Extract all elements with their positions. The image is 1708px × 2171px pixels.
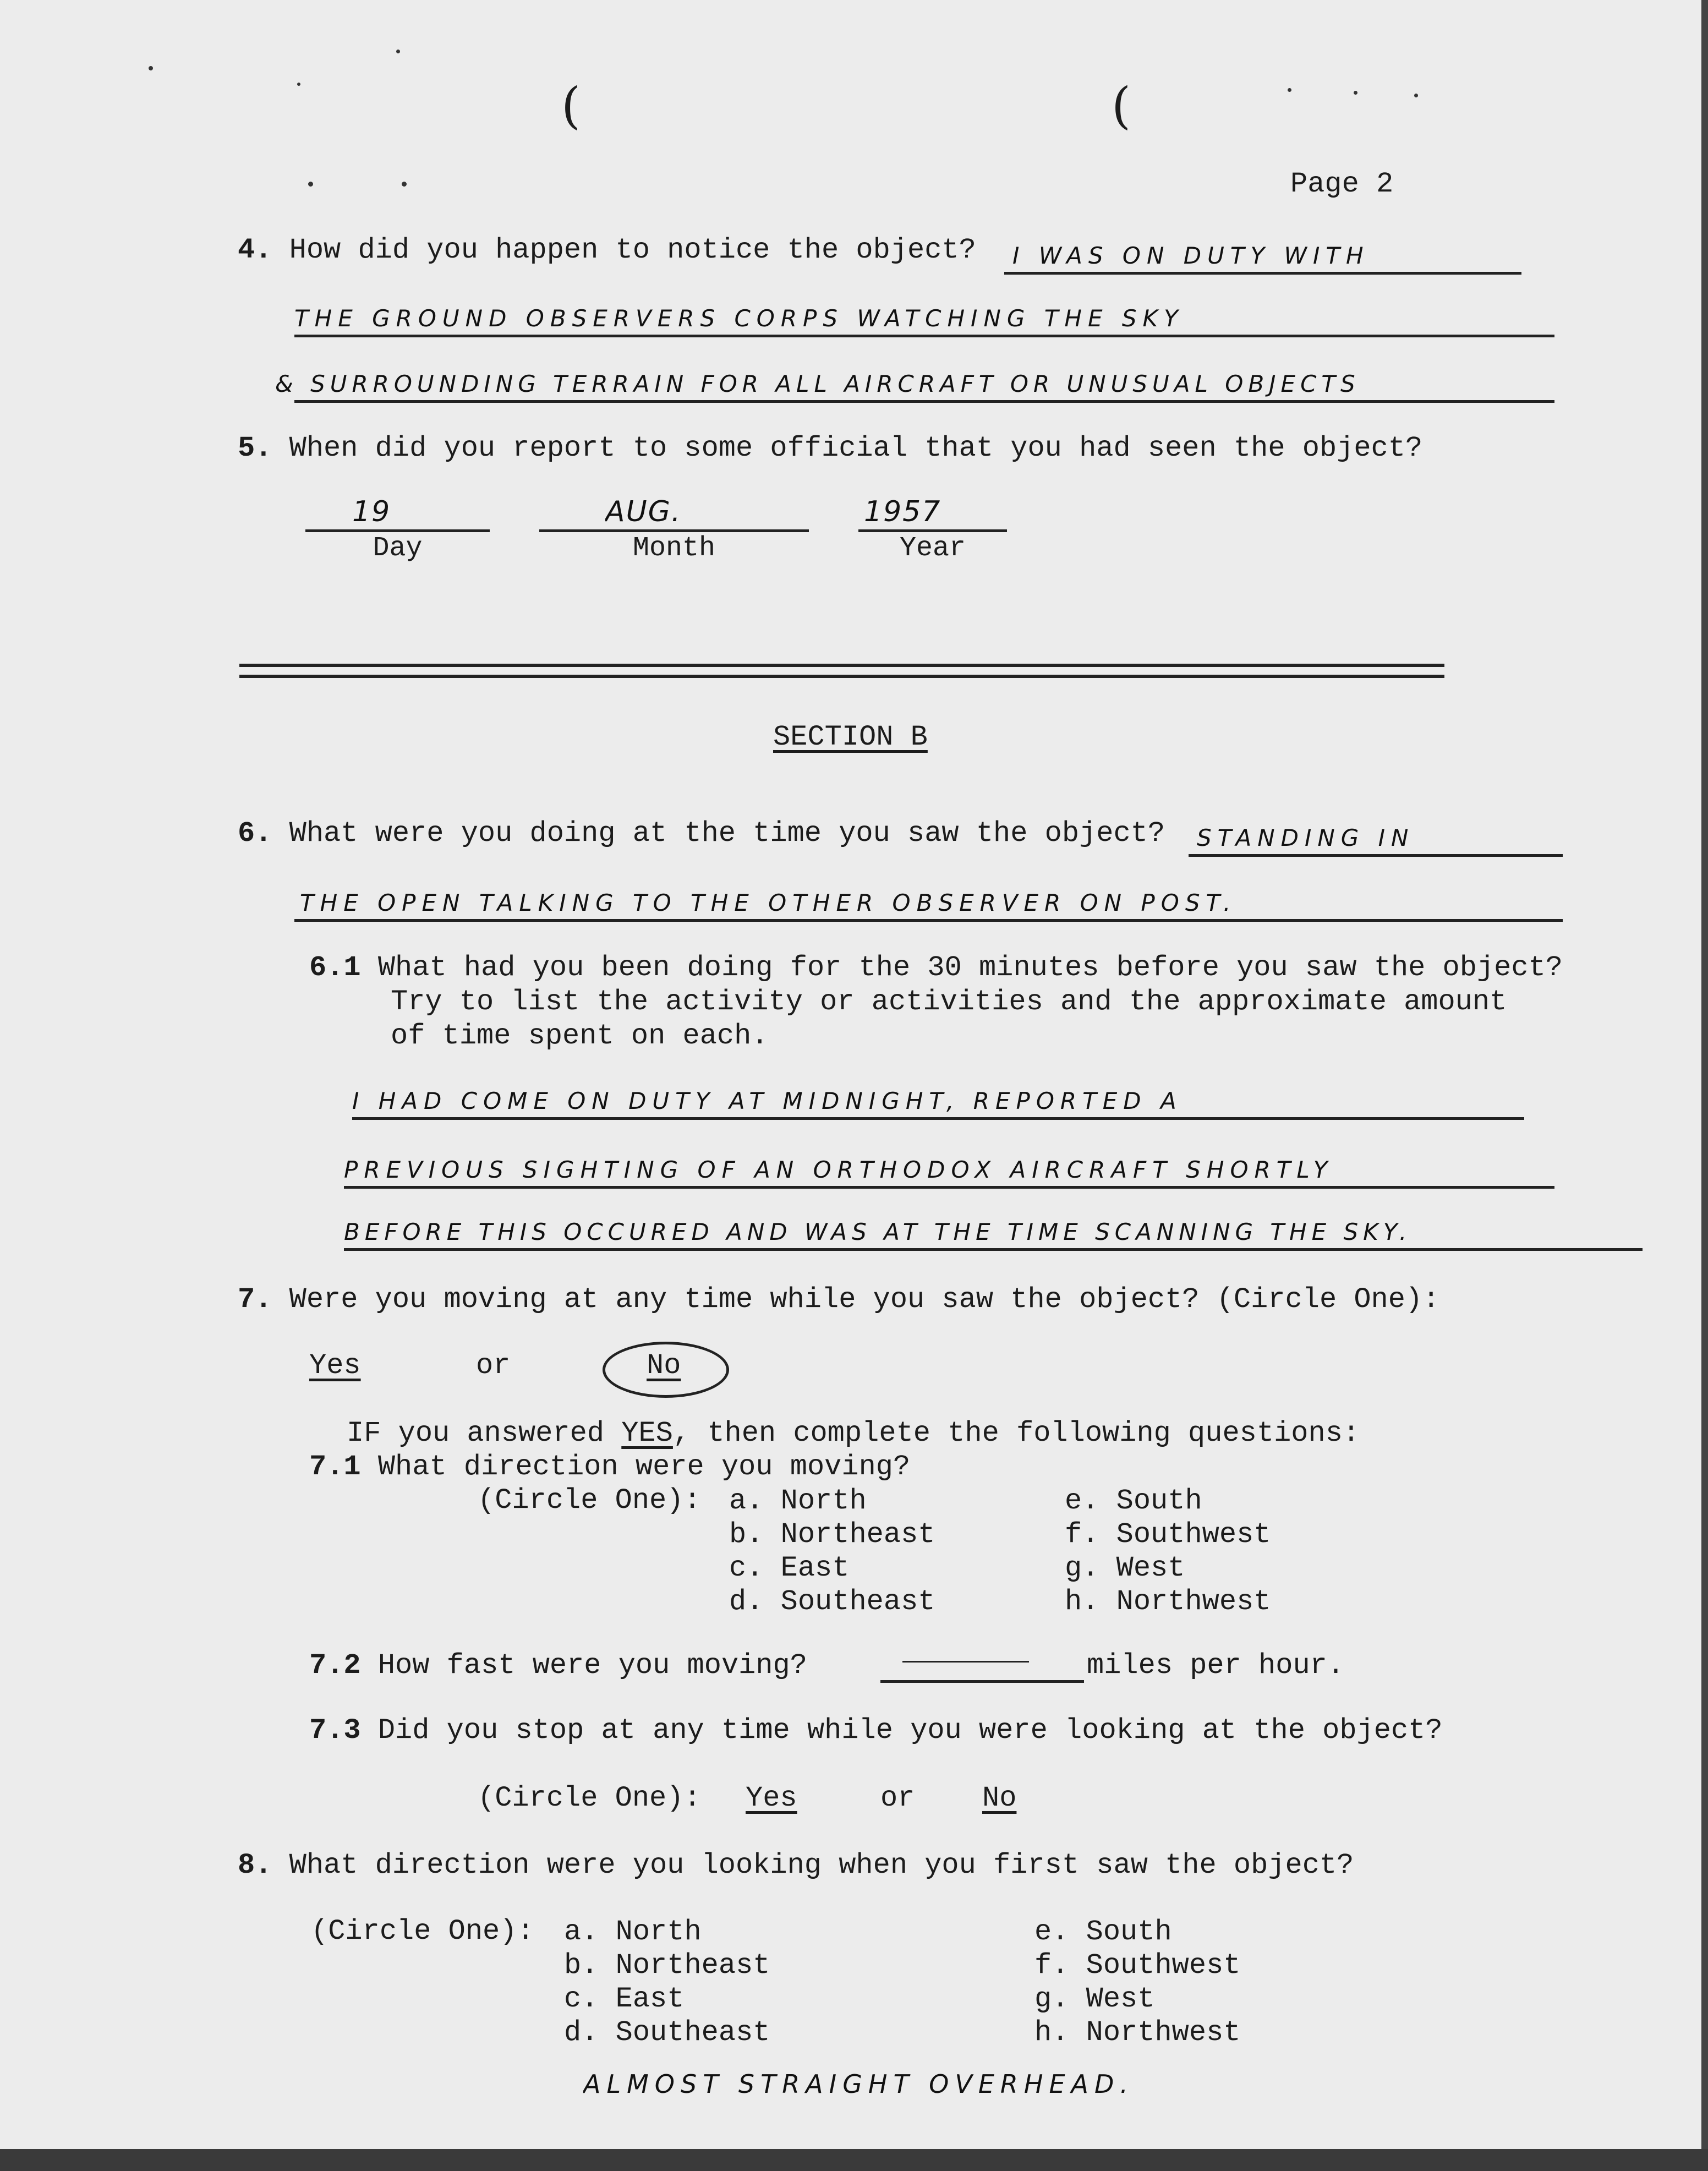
section-divider-bottom — [239, 675, 1444, 678]
direction-option[interactable]: e. South — [1034, 1916, 1172, 1948]
year-caption: Year — [899, 533, 966, 564]
direction-options-right — [1034, 1915, 1241, 2049]
option-no[interactable]: No — [982, 1782, 1017, 1814]
question-text: Were you moving at any time while you saw the object? (Circle One): — [289, 1283, 1440, 1316]
day-caption: Day — [373, 533, 423, 564]
question-number: 6.1 — [309, 951, 361, 984]
year-line — [858, 529, 1007, 532]
speck — [396, 50, 400, 53]
speck — [1288, 88, 1291, 92]
section-divider-top — [239, 664, 1444, 667]
direction-option[interactable]: f. Southwest — [1065, 1518, 1271, 1551]
handwritten-answer: PREVIOUS SIGHTING OF AN ORTHODOX AIRCRAFT SHORTLY — [344, 1156, 1334, 1183]
direction-options-left — [564, 1915, 770, 2049]
option-no[interactable]: No — [647, 1349, 681, 1382]
question-text: What direction were you moving? — [377, 1451, 911, 1483]
question-number: 4. — [238, 234, 272, 266]
direction-option[interactable]: f. Southwest — [1034, 1949, 1241, 1982]
question-text: How fast were you moving? — [377, 1649, 807, 1682]
question-7 — [238, 1283, 1439, 1316]
punch-mark-right: ( — [1112, 77, 1131, 135]
answer-line — [1004, 272, 1521, 275]
question-4 — [238, 234, 976, 266]
instruction-text: IF you answered — [347, 1417, 622, 1450]
direction-option[interactable]: c. East — [564, 1983, 685, 2015]
answer-line — [344, 1186, 1554, 1189]
answer-line — [1189, 854, 1563, 857]
section-heading: SECTION B — [773, 721, 928, 753]
circle-one-label: (Circle One): — [478, 1484, 701, 1517]
direction-option[interactable]: g. West — [1065, 1552, 1185, 1584]
option-yes[interactable]: Yes — [746, 1782, 797, 1814]
question-7-3 — [309, 1714, 1443, 1747]
direction-option[interactable]: h. Northwest — [1034, 2016, 1241, 2049]
question-number: 7.2 — [309, 1649, 361, 1682]
instruction-keyword: YES — [621, 1417, 673, 1450]
year-value: 1957 — [864, 495, 941, 528]
speck — [402, 182, 407, 187]
question-text-line: of time spent on each. — [391, 1020, 769, 1052]
punch-mark-left: ( — [561, 77, 581, 135]
handwritten-answer: THE OPEN TALKING TO THE OTHER OBSERVER ON POST. — [300, 889, 1237, 916]
handwritten-answer: & SURROUNDING TERRAIN FOR ALL AIRCRAFT OR UNUSUAL OBJECTS — [275, 370, 1360, 397]
direction-option[interactable]: e. South — [1065, 1485, 1202, 1517]
question-number: 6. — [238, 817, 272, 850]
question-text-line: What had you been doing for the 30 minutes before you saw the object? — [377, 951, 1563, 984]
direction-options-right — [1065, 1484, 1271, 1618]
direction-option[interactable]: c. East — [729, 1552, 850, 1584]
question-6 — [238, 817, 1165, 850]
handwritten-answer: THE GROUND OBSERVERS CORPS WATCHING THE SKY — [294, 305, 1184, 332]
question-text: How did you happen to notice the object? — [289, 234, 976, 266]
speck — [308, 182, 313, 187]
question-number: 7.3 — [309, 1714, 361, 1747]
circle-one-label: (Circle One): — [478, 1782, 701, 1814]
day-value: 19 — [352, 495, 391, 528]
page-edge-shadow — [0, 2149, 1708, 2171]
direction-option[interactable]: h. Northwest — [1065, 1585, 1271, 1618]
speck — [1354, 91, 1357, 95]
speed-answer-line[interactable] — [880, 1680, 1084, 1683]
month-line — [539, 529, 809, 532]
question-number: 8. — [238, 1849, 272, 1882]
month-value: AUG. — [605, 495, 682, 528]
answer-line — [294, 335, 1554, 337]
handwritten-answer: ALMOST STRAIGHT OVERHEAD. — [583, 2069, 1135, 2099]
question-text: What direction were you looking when you first saw the object? — [289, 1849, 1354, 1882]
question-7-2 — [309, 1649, 807, 1682]
or-label: or — [476, 1349, 511, 1382]
circle-one-label: (Circle One): — [311, 1915, 534, 1948]
page-number: Page 2 — [1290, 168, 1394, 200]
speed-blank-mark — [902, 1661, 1029, 1663]
speck — [149, 66, 153, 70]
direction-option[interactable]: g. West — [1034, 1983, 1155, 2015]
day-line — [305, 529, 490, 532]
option-yes[interactable]: Yes — [309, 1349, 361, 1382]
question-number: 7.1 — [309, 1451, 361, 1483]
question-7-1 — [309, 1451, 910, 1483]
direction-option[interactable]: a. North — [729, 1485, 867, 1517]
speck — [297, 83, 300, 86]
direction-option[interactable]: a. North — [564, 1916, 702, 1948]
handwritten-answer: I HAD COME ON DUTY AT MIDNIGHT, REPORTED A — [352, 1087, 1183, 1114]
question-5 — [238, 432, 1422, 464]
speed-unit: miles per hour. — [1087, 1649, 1345, 1682]
question-text-line: Try to list the activity or activities and the approximate amount — [391, 986, 1507, 1018]
question-number: 7. — [238, 1283, 272, 1316]
speck — [1414, 94, 1418, 97]
answer-line — [294, 919, 1563, 922]
answer-line — [344, 1248, 1643, 1251]
direction-option[interactable]: b. Northeast — [564, 1949, 770, 1982]
answer-line — [352, 1117, 1524, 1120]
question-8 — [238, 1849, 1354, 1882]
conditional-instruction — [347, 1417, 1360, 1450]
direction-option[interactable]: d. Southeast — [564, 2016, 770, 2049]
handwritten-answer: I WAS ON DUTY WITH — [1012, 242, 1370, 269]
question-number: 5. — [238, 432, 272, 464]
instruction-text: , then complete the following questions: — [672, 1417, 1360, 1450]
question-text: When did you report to some official that you had seen the object? — [289, 432, 1423, 464]
month-caption: Month — [632, 533, 716, 564]
question-6-1 — [309, 951, 1563, 1053]
handwritten-answer: STANDING IN — [1197, 824, 1415, 851]
direction-option[interactable]: b. Northeast — [729, 1518, 935, 1551]
handwritten-answer: BEFORE THIS OCCURED AND WAS AT THE TIME SCANNING THE SKY. — [344, 1218, 1412, 1245]
answer-line — [294, 400, 1554, 403]
question-text: Did you stop at any time while you were looking at the object? — [377, 1714, 1443, 1747]
or-label: or — [880, 1782, 915, 1814]
page-edge-shadow — [1701, 0, 1708, 2171]
direction-option[interactable]: d. Southeast — [729, 1585, 935, 1618]
question-text: What were you doing at the time you saw the object? — [289, 817, 1165, 850]
direction-options-left — [729, 1484, 935, 1618]
